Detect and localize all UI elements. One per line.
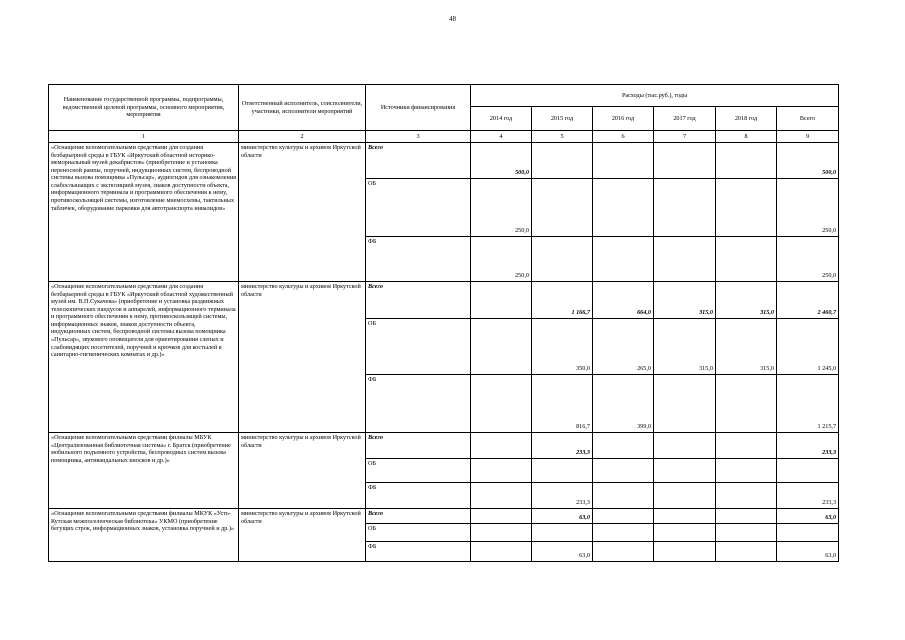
budget-table bbox=[48, 84, 839, 562]
value-cell: 1 166,7 bbox=[532, 282, 593, 319]
value-cell bbox=[716, 375, 777, 433]
value-cell bbox=[471, 375, 532, 433]
value-cell bbox=[716, 542, 777, 562]
source-label: ОБ bbox=[366, 524, 471, 542]
value-cell bbox=[654, 179, 716, 237]
value-cell: 315,0 bbox=[716, 282, 777, 319]
value-cell bbox=[593, 237, 654, 282]
value-cell bbox=[532, 179, 593, 237]
source-label: ФБ bbox=[366, 542, 471, 562]
measure-name: «Оснащение вспомогательными средствами для создания безбарьерной среды в ГБУК «Иркутский областной художественный музей им. В.П.Сукачева» (приобретение и установка раздвижных телескопических пандусов и аппарелей, информационного терминала и программного обеспечения к нему, противоскользящей системы, информационных знаков, знаков доступности объекта, индукционных систем, беспроводной системы вызова помощника «Пульсар», звукового оповещателя для ориентирования слепых и слабовидящих посетителей, поручней и крючков для костылей в санитарно-гигиенических комнатах и др.)» bbox=[49, 282, 239, 433]
value-cell: 500,0 bbox=[777, 143, 839, 179]
value-cell bbox=[716, 483, 777, 509]
value-cell: 63,0 bbox=[532, 542, 593, 562]
value-cell: 315,0 bbox=[654, 319, 716, 375]
value-cell: 250,0 bbox=[471, 179, 532, 237]
header-total: Всего bbox=[777, 107, 839, 131]
measure-name: «Оснащение вспомогательными средствами филиалы МКУК «Усть-Кутская межпоселенческая библиотека» УКМО (приобретение бегущих строк, информационных знаков, установка поручней и др.)» bbox=[49, 509, 239, 562]
value-cell bbox=[471, 483, 532, 509]
value-cell bbox=[593, 483, 654, 509]
value-cell: 664,0 bbox=[593, 282, 654, 319]
value-cell bbox=[471, 319, 532, 375]
header-year: 2018 год bbox=[716, 107, 777, 131]
source-label: ОБ bbox=[366, 319, 471, 375]
header-year: 2015 год bbox=[532, 107, 593, 131]
value-cell: 233,3 bbox=[532, 433, 593, 459]
value-cell bbox=[716, 524, 777, 542]
source-label: ФБ bbox=[366, 375, 471, 433]
value-cell: 63,0 bbox=[777, 509, 839, 524]
value-cell: 63,0 bbox=[532, 509, 593, 524]
measure-name: «Оснащение вспомогательными средствами филиалы МБУК «Централизованная библиотечная система» г. Братск (приобретение мобильного подъемного устройства, беспроводных систем вызова помощника, антивандальных киосков и др.)» bbox=[49, 433, 239, 509]
value-cell bbox=[654, 375, 716, 433]
source-label: Всего bbox=[366, 433, 471, 459]
value-cell: 1 245,0 bbox=[777, 319, 839, 375]
value-cell bbox=[593, 524, 654, 542]
header-sources: Источники финансирования bbox=[366, 85, 471, 131]
value-cell: 250,0 bbox=[471, 237, 532, 282]
table-row bbox=[49, 433, 839, 459]
value-cell bbox=[471, 282, 532, 319]
responsible-executor: министерство культуры и архивов Иркутской области bbox=[239, 433, 366, 509]
column-number: 3 bbox=[366, 131, 471, 143]
value-cell bbox=[593, 179, 654, 237]
value-cell: 233,3 bbox=[777, 433, 839, 459]
value-cell bbox=[716, 237, 777, 282]
source-label: ФБ bbox=[366, 483, 471, 509]
header-year: 2017 год bbox=[654, 107, 716, 131]
column-number: 6 bbox=[593, 131, 654, 143]
value-cell bbox=[532, 143, 593, 179]
value-cell bbox=[593, 433, 654, 459]
value-cell: 816,7 bbox=[532, 375, 593, 433]
value-cell bbox=[777, 459, 839, 483]
value-cell: 233,3 bbox=[777, 483, 839, 509]
table-row bbox=[49, 143, 839, 179]
value-cell bbox=[716, 459, 777, 483]
responsible-executor: министерство культуры и архивов Иркутской области bbox=[239, 282, 366, 433]
source-label: ОБ bbox=[366, 179, 471, 237]
value-cell bbox=[716, 179, 777, 237]
table-row bbox=[49, 282, 839, 319]
value-cell: 250,0 bbox=[777, 179, 839, 237]
header-expenses: Расходы (тыс.руб.), годы bbox=[471, 85, 839, 107]
value-cell bbox=[471, 524, 532, 542]
value-cell bbox=[654, 509, 716, 524]
header-year: 2014 год bbox=[471, 107, 532, 131]
column-number: 1 bbox=[49, 131, 239, 143]
value-cell bbox=[716, 509, 777, 524]
column-number: 4 bbox=[471, 131, 532, 143]
source-label: ОБ bbox=[366, 459, 471, 483]
value-cell bbox=[654, 143, 716, 179]
value-cell bbox=[532, 237, 593, 282]
column-number: 9 bbox=[777, 131, 839, 143]
value-cell bbox=[654, 433, 716, 459]
value-cell bbox=[777, 524, 839, 542]
value-cell bbox=[593, 143, 654, 179]
header-name: Наименование государственной программы, подпрограммы, ведомственной целевой программы, основного мероприятия, мероприятия bbox=[49, 85, 239, 131]
value-cell: 265,0 bbox=[593, 319, 654, 375]
value-cell bbox=[593, 542, 654, 562]
value-cell: 63,0 bbox=[777, 542, 839, 562]
column-numbers-row bbox=[49, 131, 839, 143]
value-cell: 315,0 bbox=[716, 319, 777, 375]
header-year: 2016 год bbox=[593, 107, 654, 131]
value-cell bbox=[471, 459, 532, 483]
value-cell: 250,0 bbox=[777, 237, 839, 282]
responsible-executor: министерство культуры и архивов Иркутской области bbox=[239, 143, 366, 282]
column-number: 8 bbox=[716, 131, 777, 143]
value-cell bbox=[471, 542, 532, 562]
value-cell: 315,0 bbox=[654, 282, 716, 319]
header-responsible: Ответственный исполнитель, соисполнители, участники, исполнители мероприятий bbox=[239, 85, 366, 131]
value-cell bbox=[532, 524, 593, 542]
value-cell bbox=[532, 459, 593, 483]
value-cell bbox=[593, 459, 654, 483]
source-label: Всего bbox=[366, 282, 471, 319]
value-cell: 399,0 bbox=[593, 375, 654, 433]
value-cell bbox=[654, 237, 716, 282]
value-cell bbox=[654, 483, 716, 509]
source-label: ФБ bbox=[366, 237, 471, 282]
page-number: 48 bbox=[449, 15, 456, 23]
value-cell: 500,0 bbox=[471, 143, 532, 179]
value-cell bbox=[471, 433, 532, 459]
responsible-executor: министерство культуры и архивов Иркутской области bbox=[239, 509, 366, 562]
table-row bbox=[49, 509, 839, 524]
value-cell: 233,3 bbox=[532, 483, 593, 509]
source-label: Всего bbox=[366, 143, 471, 179]
value-cell bbox=[471, 509, 532, 524]
source-label: Всего bbox=[366, 509, 471, 524]
value-cell: 2 460,7 bbox=[777, 282, 839, 319]
column-number: 2 bbox=[239, 131, 366, 143]
column-number: 7 bbox=[654, 131, 716, 143]
value-cell bbox=[716, 433, 777, 459]
value-cell: 350,0 bbox=[532, 319, 593, 375]
value-cell bbox=[593, 509, 654, 524]
measure-name: «Оснащение вспомогательными средствами для создания безбарьерной среды в ГБУК «Иркутский областной историко-мемориальный музей декабристов» (приобретение и установка переносной рампы, поручней, индукционных систем, беспроводной системы вызова помощника «Пульсар», аудиогидов для ознакомления слабослышащих с экспозицией музея, знаков доступности объекта, информационного терминала и программного обеспечения к нему, противоскользящей системы, изготовление мнемосхемы, тактильных табличек, оборудование парковки для автотранспорта инвалидов» bbox=[49, 143, 239, 282]
column-number: 5 bbox=[532, 131, 593, 143]
value-cell bbox=[654, 542, 716, 562]
value-cell: 1 215,7 bbox=[777, 375, 839, 433]
value-cell bbox=[654, 459, 716, 483]
value-cell bbox=[716, 143, 777, 179]
value-cell bbox=[654, 524, 716, 542]
